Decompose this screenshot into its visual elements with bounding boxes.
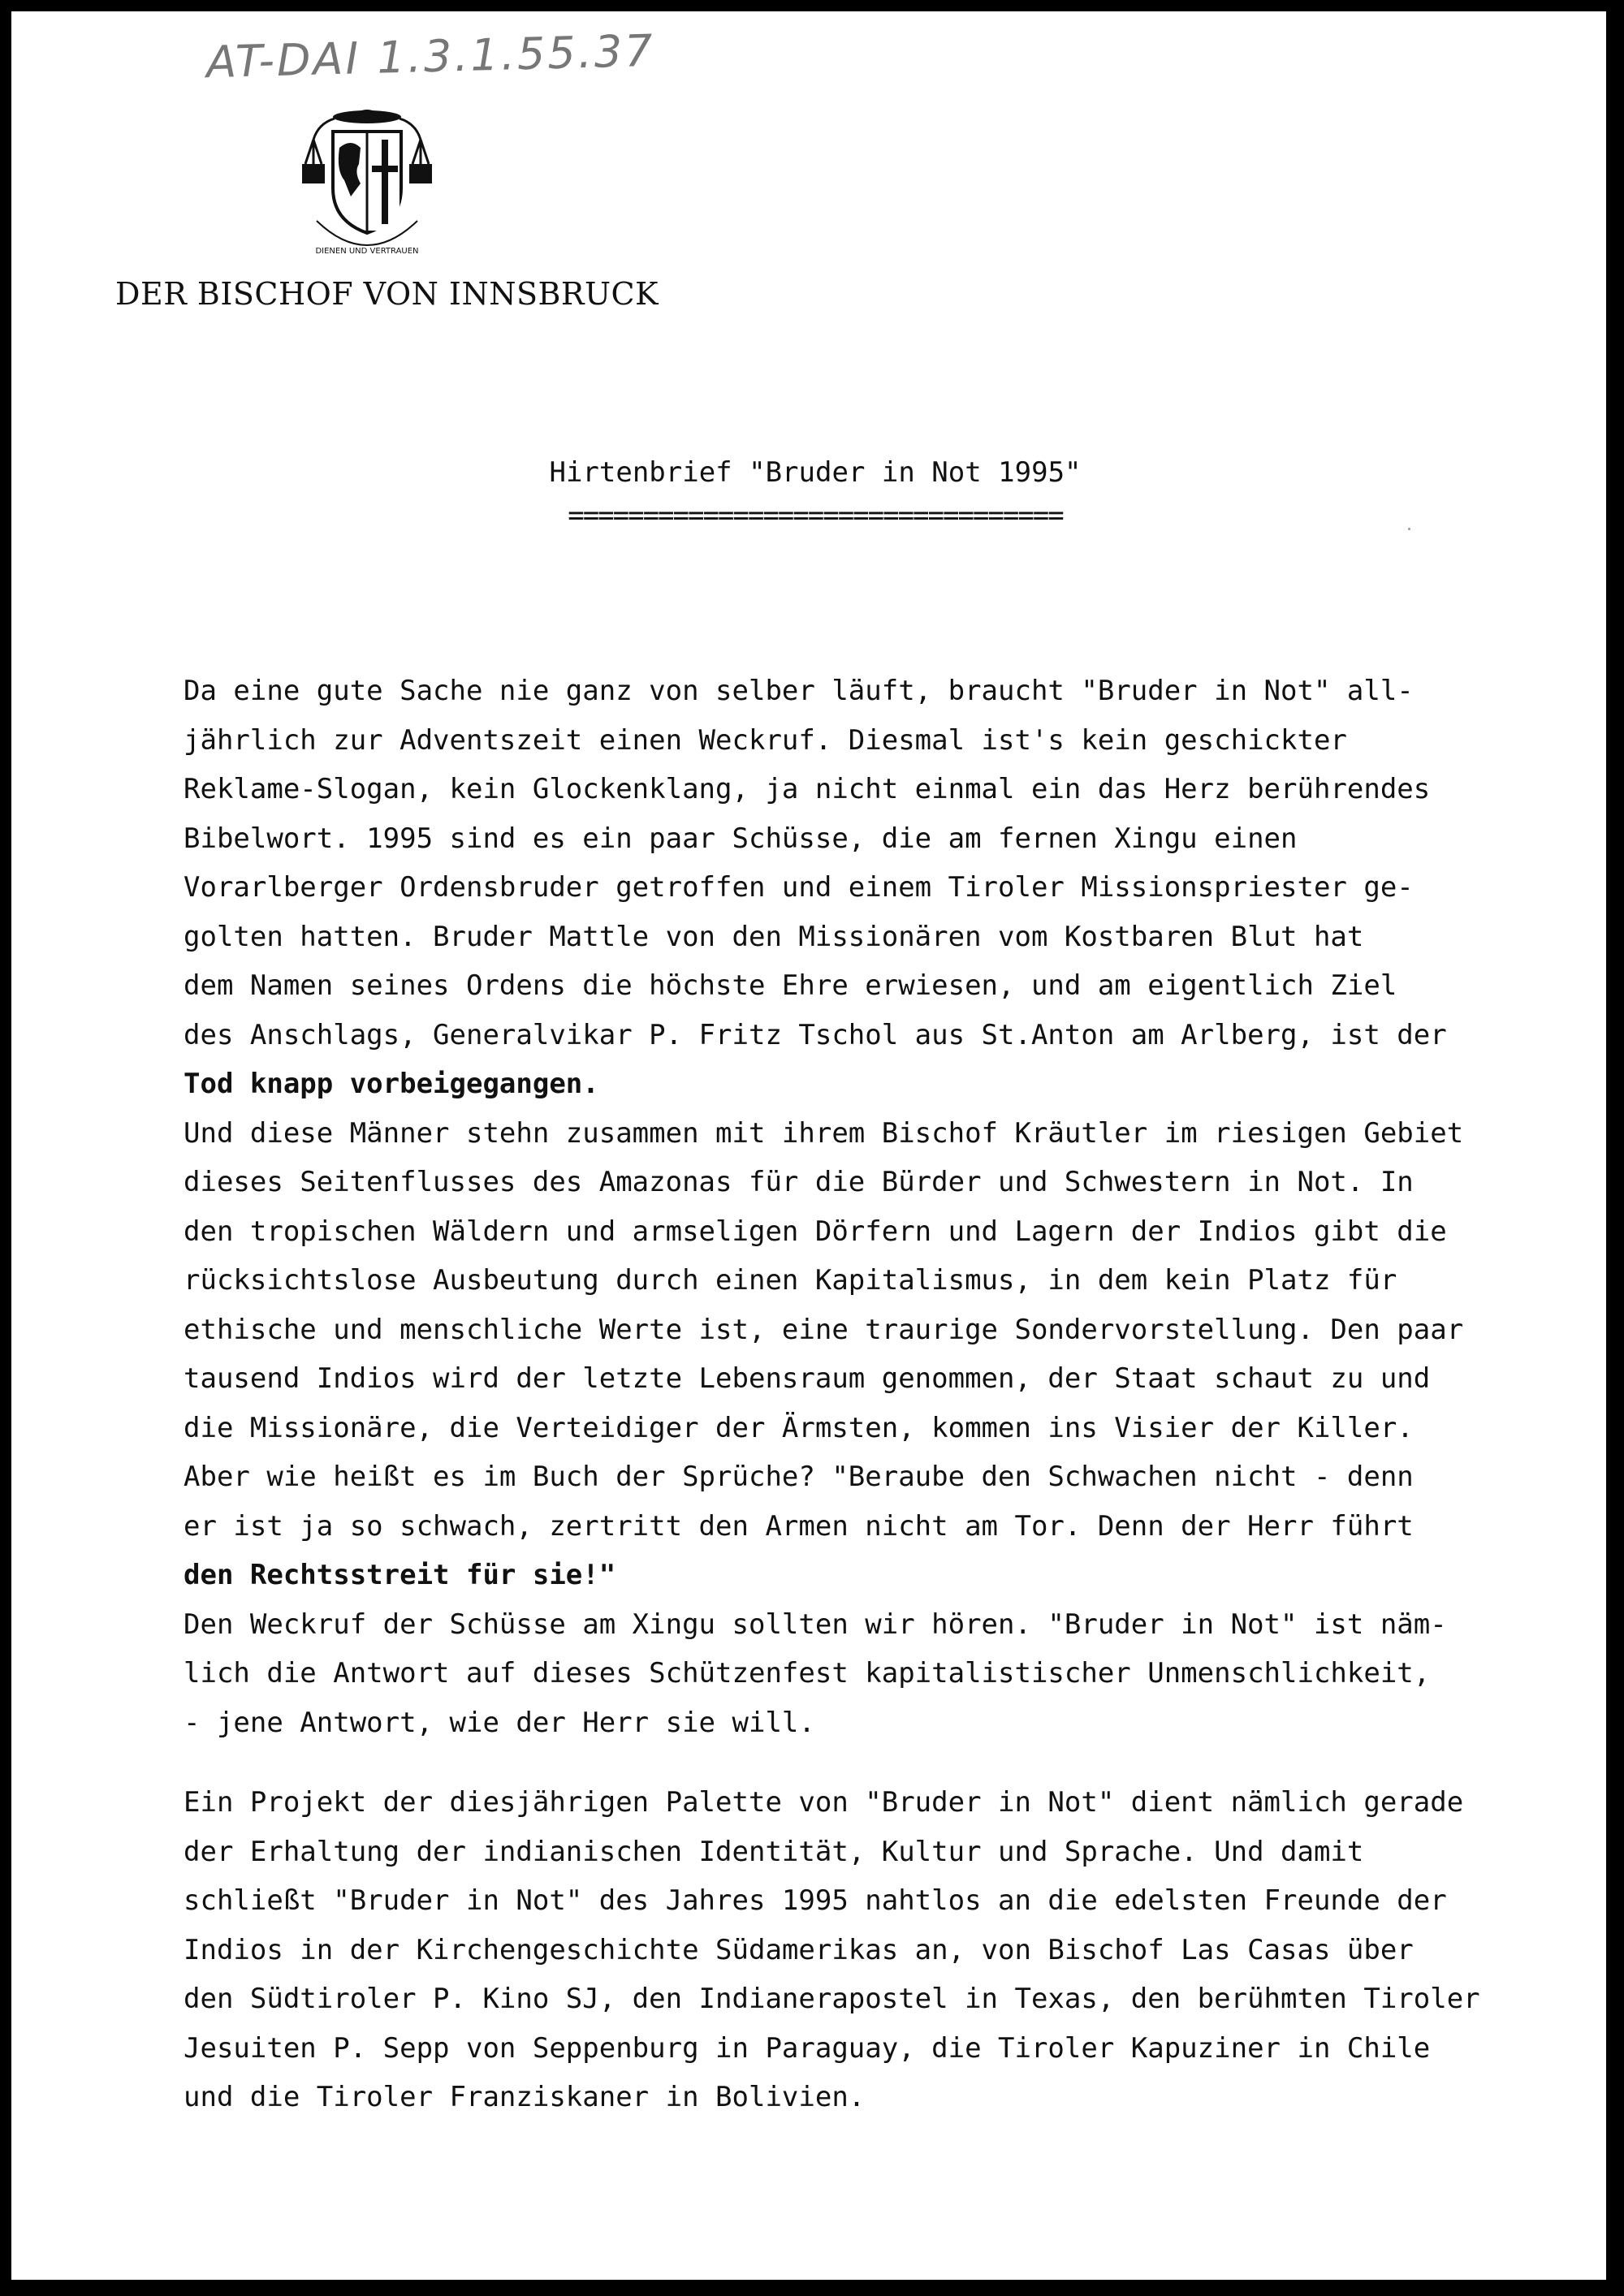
text-line: lich die Antwort auf dieses Schützenfest kapitalistischer Unmenschlichkeit,	[184, 1657, 1431, 1690]
text-line: die Missionäre, die Verteidiger der Ärmsten, kommen ins Visier der Killer.	[184, 1411, 1414, 1444]
text-line: dieses Seitenflusses des Amazonas für die Bürder und Schwestern in Not. In	[184, 1166, 1414, 1198]
text-line: des Anschlags, Generalvikar P. Fritz Tschol aus St.Anton am Arlberg, ist der	[184, 1018, 1447, 1051]
text-line: der Erhaltung der indianischen Identität, Kultur und Sprache. Und damit	[184, 1835, 1364, 1868]
text-line: ethische und menschliche Werte ist, eine traurige Sondervorstellung. Den paar	[184, 1313, 1464, 1346]
text-line: und die Tiroler Franziskaner in Bolivien.	[184, 2081, 866, 2113]
paragraph-1	[184, 667, 1464, 1747]
text-line: den Rechtsstreit für sie!"	[184, 1559, 616, 1591]
text-line: er ist ja so schwach, zertritt den Armen nicht am Tor. Denn der Herr führt	[184, 1509, 1414, 1543]
text-line: - jene Antwort, wie der Herr sie will.	[184, 1706, 815, 1739]
text-line: Indios in der Kirchengeschichte Südamerikas an, von Bischof Las Casas über	[184, 1933, 1414, 1966]
paragraph-2	[184, 1778, 1480, 2122]
text-line: schließt "Bruder in Not" des Jahres 1995 nahtlos an die edelsten Freunde der	[184, 1884, 1447, 1917]
document-page	[11, 11, 1606, 2280]
text-line: Den Weckruf der Schüsse am Xingu sollten wir hören. "Bruder in Not" ist näm-	[184, 1608, 1447, 1641]
text-line: Ein Projekt der diesjährigen Palette von "Bruder in Not" dient nämlich gerade	[184, 1786, 1464, 1819]
text-line: Und diese Männer stehn zusammen mit ihrem Bischof Kräutler im riesigen Gebiet	[184, 1116, 1464, 1150]
text-line: dem Namen seines Ordens die höchste Ehre erwiesen, und am eigentlich Ziel	[184, 969, 1397, 1002]
text-line: Bibelwort. 1995 sind es ein paar Schüsse, die am fernen Xingu einen	[184, 822, 1298, 855]
text-line: Aber wie heißt es im Buch der Sprüche? "Beraube den Schwachen nicht - denn	[184, 1461, 1414, 1493]
letterhead-title: DER BISCHOF VON INNSBRUCK	[115, 276, 659, 312]
text-line: tausend Indios wird der letzte Lebensraum genommen, der Staat schaut zu und	[184, 1362, 1431, 1395]
archive-reference-handwritten: AT-DAI 1.3.1.55.37	[205, 24, 656, 88]
text-line: jährlich zur Adventszeit einen Weckruf. Diesmal ist's kein geschickter	[184, 723, 1347, 757]
crest-motto: DIENEN UND VERTRAUEN	[315, 247, 419, 256]
bishop-coat-of-arms-icon	[294, 99, 440, 261]
text-line: golten hatten. Bruder Mattle von den Missionären vom Kostbaren Blut hat	[184, 920, 1364, 953]
text-line: Tod knapp vorbeigegangen.	[184, 1068, 599, 1100]
scan-speck	[1408, 528, 1410, 530]
heading-underline: =================================	[568, 499, 1063, 532]
text-line: den tropischen Wäldern und armseligen Dörfern und Lagern der Indios gibt die	[184, 1215, 1447, 1248]
letter-heading: Hirtenbrief "Bruder in Not 1995"	[549, 456, 1082, 489]
text-line: Jesuiten P. Sepp von Seppenburg in Paraguay, die Tiroler Kapuziner in Chile	[184, 2031, 1431, 2065]
text-line: Da eine gute Sache nie ganz von selber läuft, braucht "Bruder in Not" all-	[184, 675, 1414, 707]
text-line: rücksichtslose Ausbeutung durch einen Kapitalismus, in dem kein Platz für	[184, 1264, 1397, 1297]
text-line: den Südtiroler P. Kino SJ, den Indianerapostel in Texas, den berühmten Tiroler	[184, 1983, 1480, 2015]
text-line: Vorarlberger Ordensbruder getroffen und einem Tiroler Missionspriester ge-	[184, 871, 1414, 904]
text-line: Reklame-Slogan, kein Glockenklang, ja nicht einmal ein das Herz berührendes	[184, 773, 1431, 805]
